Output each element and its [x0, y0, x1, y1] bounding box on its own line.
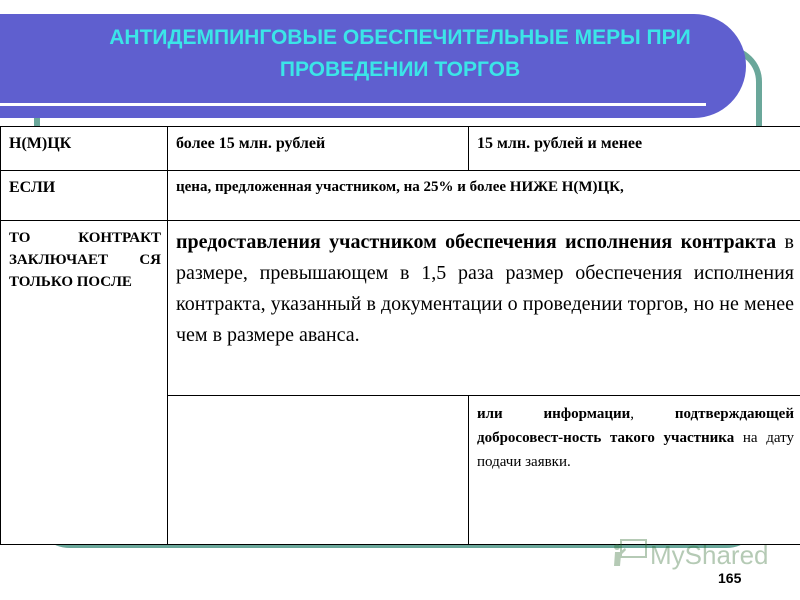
header-under-15m-cell: 15 млн. рублей и менее	[469, 127, 800, 171]
header-over-15m-cell: более 15 млн. рублей	[168, 127, 469, 171]
alternative-cell	[469, 396, 800, 545]
result-row	[1, 221, 800, 396]
measures-table	[0, 126, 800, 545]
condition-label-cell: ЕСЛИ	[1, 171, 168, 221]
alternative-empty-cell	[168, 396, 469, 545]
title-line-2: ПРОВЕДЕНИИ ТОРГОВ	[279, 58, 521, 81]
page-number: 165	[718, 570, 742, 586]
header-nmck-cell: Н(М)ЦК	[1, 127, 168, 171]
result-label-cell: ТО КОНТРАКТ ЗАКЛЮЧАЕТ СЯ ТОЛЬКО ПОСЛЕ	[1, 221, 168, 545]
result-main-cell	[168, 221, 800, 396]
title-line-1: АНТИДЕМПИНГОВЫЕ ОБЕСПЕЧИТЕЛЬНЫЕ МЕРЫ ПРИ	[109, 26, 691, 49]
teacher-at-board-icon	[612, 538, 648, 568]
watermark-text: MyShared	[650, 540, 769, 570]
page-title	[0, 22, 800, 86]
header-row	[1, 127, 800, 171]
condition-row	[1, 171, 800, 221]
condition-text-cell: цена, предложенная участником, на 25% и более НИЖЕ Н(М)ЦК,	[168, 171, 800, 221]
title-underline	[0, 103, 706, 106]
alternative-text: на дату подачи заявки.	[477, 430, 794, 470]
result-main-bold: предоставления участником обеспечения исполнения контракта	[176, 231, 777, 253]
alternative-bold-2: подтверждающей добросовест-ность такого участника	[477, 406, 794, 446]
alternative-separator: ,	[630, 406, 675, 422]
alternative-bold-1: или информации	[477, 406, 631, 422]
result-main-text: в размере, превышающем в 1,5 раза размер обеспечения исполнения контракта, указанный в документации о проведении торгов, но не менее чем в размере аванса.	[176, 231, 794, 346]
